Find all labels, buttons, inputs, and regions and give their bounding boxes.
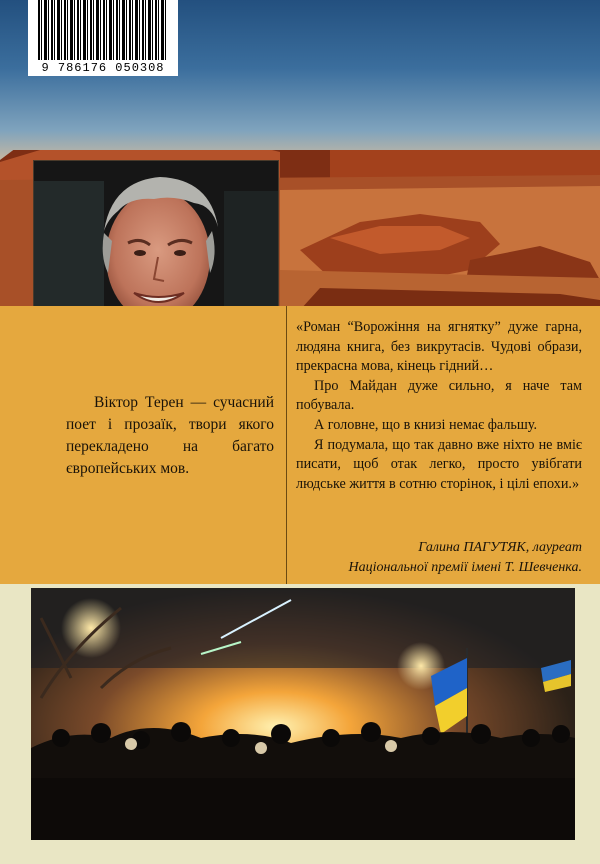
quote-paragraph: Про Майдан дуже сильно, я наче там побувала. [296,377,582,414]
attribution-award: Національної премії імені Т. Шевченка. [348,559,582,575]
attribution-name: Галина ПАГУТЯК, лауреат [418,540,582,555]
protest-photo [31,588,575,840]
panel-divider [286,306,287,584]
quote-attribution [296,538,582,577]
quote-paragraph: Я подумала, що так давно вже ніхто не вміє писати, щоб отак легко, просто увібгати людське життя в сотню сторінок, і цілі епохи.» [296,436,582,492]
author-bio: Віктор Терен — сучасний поет і прозаїк, твори якого перекладено на багато європейських мов. [66,394,274,477]
barcode-bars [38,0,166,60]
review-quote [296,318,582,494]
quote-paragraph: А головне, що в книзі немає фальшу. [314,416,538,433]
quote-paragraph: «Роман “Ворожіння на ягнятку” дуже гарна, людяна книга, без викрутасів. Чудові образи, прекрасна мова, кінець гідний… [296,319,582,375]
isbn-number: 9 786176 050308 [41,61,165,75]
barcode [28,0,178,76]
